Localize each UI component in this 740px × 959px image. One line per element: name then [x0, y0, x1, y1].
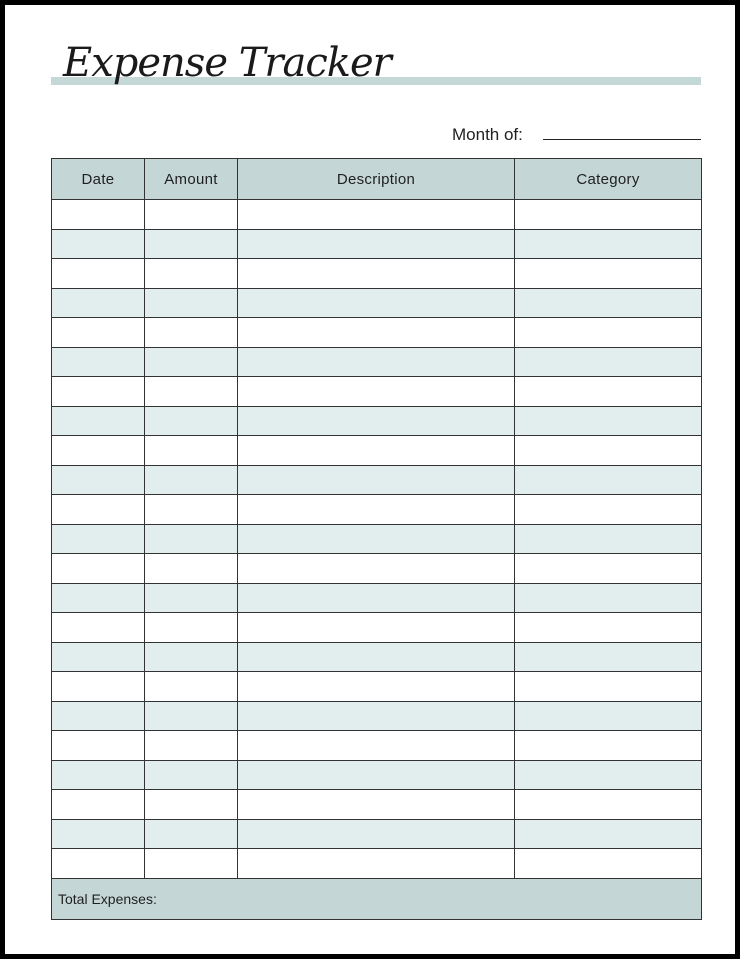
cell-description[interactable] [238, 229, 515, 259]
table-row [52, 524, 702, 554]
cell-description[interactable] [238, 583, 515, 613]
expense-table [51, 158, 702, 920]
cell-amount[interactable] [145, 849, 238, 879]
cell-category[interactable] [515, 642, 702, 672]
cell-amount[interactable] [145, 288, 238, 318]
cell-amount[interactable] [145, 701, 238, 731]
cell-date[interactable] [52, 347, 145, 377]
col-header-category: Category [515, 159, 702, 200]
col-header-amount: Amount [145, 159, 238, 200]
cell-amount[interactable] [145, 554, 238, 584]
page-title: Expense Tracker [63, 40, 391, 86]
col-header-description: Description [238, 159, 515, 200]
cell-date[interactable] [52, 849, 145, 879]
cell-date[interactable] [52, 524, 145, 554]
cell-description[interactable] [238, 760, 515, 790]
table-row [52, 347, 702, 377]
cell-description[interactable] [238, 288, 515, 318]
cell-category[interactable] [515, 318, 702, 348]
cell-category[interactable] [515, 524, 702, 554]
cell-category[interactable] [515, 229, 702, 259]
table-row [52, 259, 702, 289]
cell-date[interactable] [52, 583, 145, 613]
cell-amount[interactable] [145, 613, 238, 643]
table-row [52, 406, 702, 436]
table-row [52, 377, 702, 407]
cell-description[interactable] [238, 406, 515, 436]
cell-description[interactable] [238, 701, 515, 731]
cell-amount[interactable] [145, 731, 238, 761]
cell-description[interactable] [238, 790, 515, 820]
cell-amount[interactable] [145, 790, 238, 820]
cell-category[interactable] [515, 554, 702, 584]
cell-amount[interactable] [145, 436, 238, 466]
cell-category[interactable] [515, 347, 702, 377]
month-field [425, 124, 701, 146]
cell-category[interactable] [515, 672, 702, 702]
cell-date[interactable] [52, 613, 145, 643]
cell-date[interactable] [52, 554, 145, 584]
cell-category[interactable] [515, 200, 702, 230]
cell-description[interactable] [238, 524, 515, 554]
cell-date[interactable] [52, 701, 145, 731]
cell-category[interactable] [515, 613, 702, 643]
cell-description[interactable] [238, 672, 515, 702]
cell-date[interactable] [52, 790, 145, 820]
cell-amount[interactable] [145, 465, 238, 495]
cell-date[interactable] [52, 229, 145, 259]
cell-category[interactable] [515, 377, 702, 407]
cell-amount[interactable] [145, 524, 238, 554]
cell-category[interactable] [515, 701, 702, 731]
table-row [52, 436, 702, 466]
cell-category[interactable] [515, 406, 702, 436]
cell-category[interactable] [515, 760, 702, 790]
table-row [52, 642, 702, 672]
cell-amount[interactable] [145, 318, 238, 348]
table-row [52, 613, 702, 643]
cell-date[interactable] [52, 200, 145, 230]
cell-description[interactable] [238, 642, 515, 672]
cell-amount[interactable] [145, 259, 238, 289]
cell-date[interactable] [52, 377, 145, 407]
table-row [52, 465, 702, 495]
cell-date[interactable] [52, 731, 145, 761]
cell-description[interactable] [238, 613, 515, 643]
table-row [52, 200, 702, 230]
cell-amount[interactable] [145, 642, 238, 672]
table-row [52, 849, 702, 879]
cell-description[interactable] [238, 377, 515, 407]
cell-date[interactable] [52, 465, 145, 495]
cell-date[interactable] [52, 406, 145, 436]
cell-amount[interactable] [145, 495, 238, 525]
table-row [52, 760, 702, 790]
cell-category[interactable] [515, 465, 702, 495]
cell-date[interactable] [52, 259, 145, 289]
cell-date[interactable] [52, 760, 145, 790]
table-row [52, 819, 702, 849]
cell-amount[interactable] [145, 672, 238, 702]
cell-description[interactable] [238, 347, 515, 377]
cell-description[interactable] [238, 819, 515, 849]
cell-amount[interactable] [145, 406, 238, 436]
table-row [52, 672, 702, 702]
cell-category[interactable] [515, 790, 702, 820]
month-label: Month of: [452, 125, 523, 144]
cell-amount[interactable] [145, 583, 238, 613]
table-row [52, 790, 702, 820]
header-row [52, 159, 702, 200]
table-row [52, 731, 702, 761]
cell-amount[interactable] [145, 760, 238, 790]
cell-category[interactable] [515, 819, 702, 849]
cell-description[interactable] [238, 731, 515, 761]
table-row [52, 701, 702, 731]
cell-description[interactable] [238, 318, 515, 348]
total-row [52, 878, 702, 919]
cell-description[interactable] [238, 849, 515, 879]
cell-category[interactable] [515, 849, 702, 879]
cell-category[interactable] [515, 583, 702, 613]
cell-date[interactable] [52, 819, 145, 849]
cell-category[interactable] [515, 495, 702, 525]
cell-date[interactable] [52, 318, 145, 348]
cell-amount[interactable] [145, 377, 238, 407]
cell-description[interactable] [238, 436, 515, 466]
cell-category[interactable] [515, 436, 702, 466]
cell-category[interactable] [515, 731, 702, 761]
cell-description[interactable] [238, 200, 515, 230]
table-row [52, 554, 702, 584]
total-expenses-label: Total Expenses: [52, 878, 702, 919]
table-row [52, 583, 702, 613]
table-row [52, 288, 702, 318]
col-header-date: Date [52, 159, 145, 200]
cell-description[interactable] [238, 554, 515, 584]
cell-description[interactable] [238, 495, 515, 525]
cell-date[interactable] [52, 495, 145, 525]
table-row [52, 495, 702, 525]
cell-description[interactable] [238, 259, 515, 289]
cell-category[interactable] [515, 288, 702, 318]
cell-amount[interactable] [145, 347, 238, 377]
cell-date[interactable] [52, 642, 145, 672]
cell-date[interactable] [52, 288, 145, 318]
cell-amount[interactable] [145, 229, 238, 259]
cell-amount[interactable] [145, 819, 238, 849]
month-write-line[interactable] [543, 139, 701, 140]
table-row [52, 229, 702, 259]
cell-category[interactable] [515, 259, 702, 289]
cell-description[interactable] [238, 465, 515, 495]
cell-date[interactable] [52, 436, 145, 466]
cell-amount[interactable] [145, 200, 238, 230]
cell-date[interactable] [52, 672, 145, 702]
table-row [52, 318, 702, 348]
